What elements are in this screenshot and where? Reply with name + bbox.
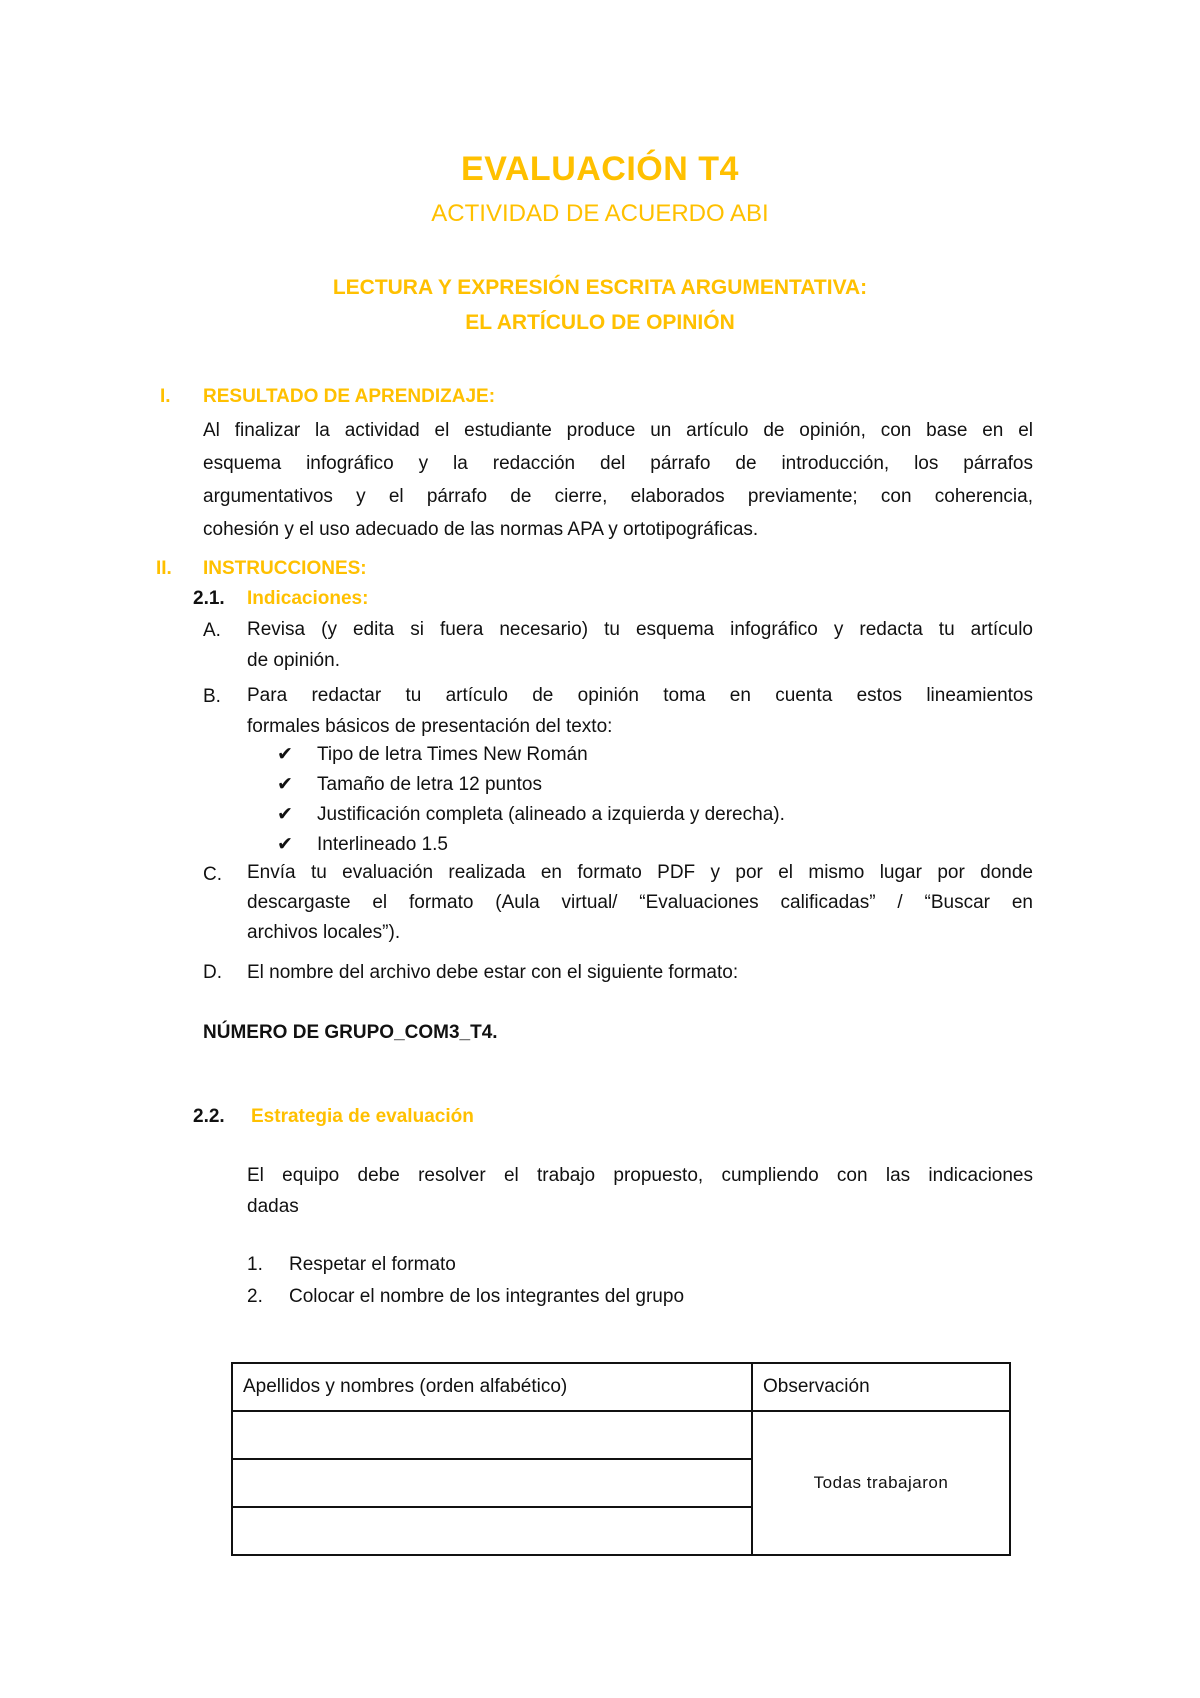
paragraph-line: esquema infográfico y la redacción del párrafo de introducción, los párrafos [203,453,1033,474]
list-number: 1. [247,1254,263,1275]
observation-cell: Todas trabajaron [752,1411,1010,1555]
checkmark-icon: ✔ [277,804,293,825]
subsection-2-2-title: Estrategia de evaluación [251,1106,474,1127]
paragraph-line: cohesión y el uso adecuado de las normas APA y ortotipográficas. [203,519,759,540]
item-a-letter: A. [203,620,221,641]
item-d-letter: D. [203,962,222,983]
checklist-item [277,770,977,799]
section1-title: RESULTADO DE APRENDIZAJE: [203,386,496,407]
paragraph-line: Envía tu evaluación realizada en formato PDF y por el mismo lugar por donde [247,862,1033,883]
checklist-item-label: Tipo de letra Times New Román [317,744,588,765]
list-item: Colocar el nombre de los integrantes del grupo [289,1286,685,1307]
item-b-letter: B. [203,686,221,707]
section2-number: II. [156,558,172,579]
checklist-item [277,740,977,769]
document-title: EVALUACIÓN T4 [461,150,739,188]
topic-heading-line2: EL ARTÍCULO DE OPINIÓN [465,311,735,334]
section2-title: INSTRUCCIONES: [203,558,367,579]
paragraph-line: Para redactar tu artículo de opinión toma en cuenta estos lineamientos [247,685,1033,706]
checkmark-icon: ✔ [277,834,293,855]
member-name-cell[interactable] [232,1459,752,1507]
paragraph-line: argumentativos y el párrafo de cierre, elaborados previamente; con coherencia, [203,486,1033,507]
subsection-2-2-number: 2.2. [193,1106,225,1127]
table-header-row [232,1363,1010,1411]
column-header-observation: Observación [752,1363,1010,1411]
group-members-table [231,1362,1011,1556]
checklist-item-label: Justificación completa (alineado a izquierda y derecha). [317,804,785,825]
list-number: 2. [247,1286,263,1307]
paragraph-line: Al finalizar la actividad el estudiante produce un artículo de opinión, con base en el [203,420,1033,441]
list-item: Respetar el formato [289,1254,456,1275]
checklist-item [277,830,977,859]
section1-number: I. [160,386,171,407]
document-subtitle: ACTIVIDAD DE ACUERDO ABI [431,200,769,227]
item-d-text: El nombre del archivo debe estar con el siguiente formato: [247,962,739,983]
checklist-item [277,800,977,829]
paragraph-line: dadas [247,1196,299,1217]
paragraph-line: El equipo debe resolver el trabajo propuesto, cumpliendo con las indicaciones [247,1165,1033,1186]
paragraph-line: descargaste el formato (Aula virtual/ “Evaluaciones calificadas” / “Buscar en [247,892,1033,913]
checkmark-icon: ✔ [277,774,293,795]
format-checklist [277,740,977,860]
item-b-text [247,680,1033,742]
checkmark-icon: ✔ [277,744,293,765]
paragraph-line: Revisa (y edita si fuera necesario) tu esquema infográfico y redacta tu artículo [247,619,1033,640]
item-a-text [247,614,1033,676]
member-name-cell[interactable] [232,1411,752,1459]
subsection-2-1-number: 2.1. [193,588,225,609]
checklist-item-label: Tamaño de letra 12 puntos [317,774,542,795]
subsection-2-1-title: Indicaciones: [247,588,369,609]
filename-format: NÚMERO DE GRUPO_COM3_T4. [203,1022,498,1043]
item-c-text [247,858,1033,948]
member-name-cell[interactable] [232,1507,752,1555]
table-row [232,1411,1010,1459]
section1-paragraph [203,414,1033,546]
evaluation-strategy-paragraph [247,1160,1033,1222]
topic-heading-line1: LECTURA Y EXPRESIÓN ESCRITA ARGUMENTATIVA: [332,276,868,299]
paragraph-line: archivos locales”). [247,922,401,943]
column-header-names: Apellidos y nombres (orden alfabético) [232,1363,752,1411]
checklist-item-label: Interlineado 1.5 [317,834,448,855]
paragraph-line: de opinión. [247,650,340,671]
paragraph-line: formales básicos de presentación del texto: [247,716,613,737]
item-c-letter: C. [203,864,222,885]
